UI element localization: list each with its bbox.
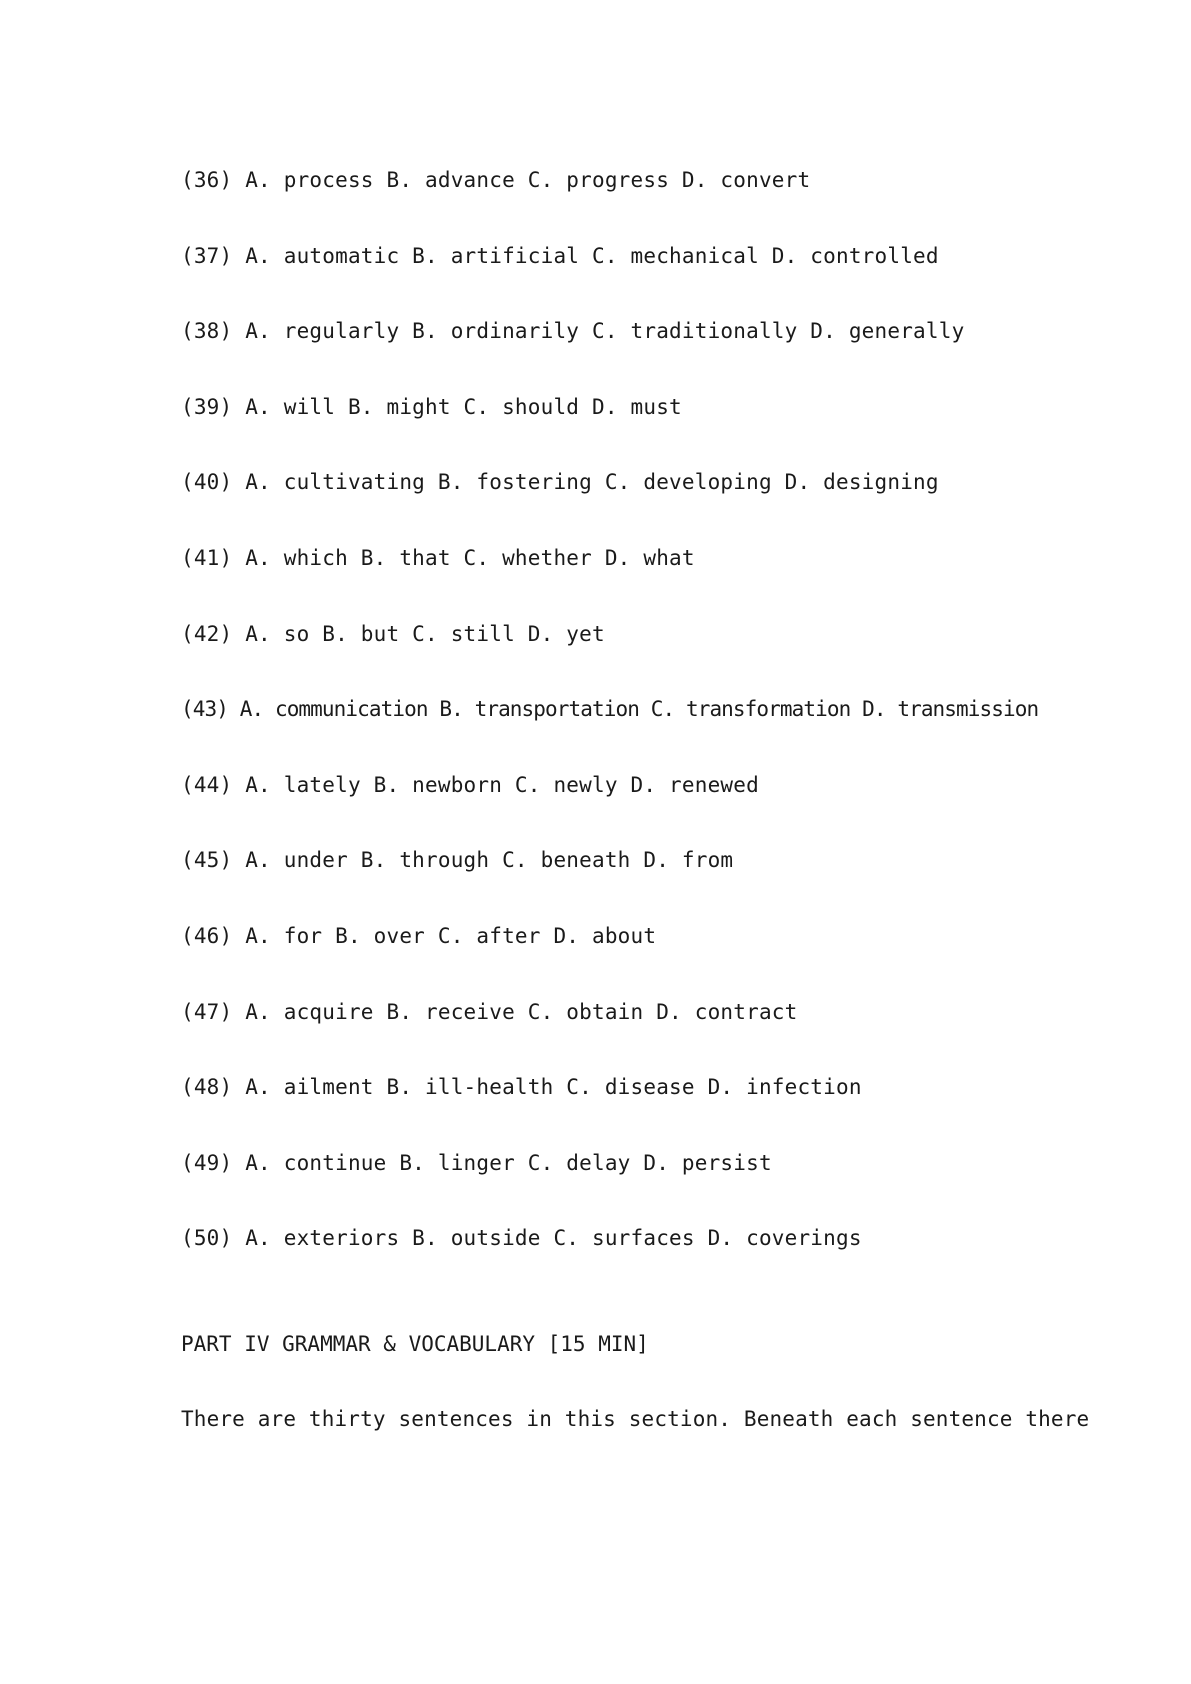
question-options-list (181, 163, 1038, 1297)
section-title: PART IV GRAMMAR & VOCABULARY [15 MIN] (181, 1332, 649, 1356)
question-48-options: (48) A. ailment B. ill-health C. disease D. infection (181, 1075, 862, 1100)
question-38-options: (38) A. regularly B. ordinarily C. traditionally D. generally (181, 319, 965, 344)
question-46-options: (46) A. for B. over C. after D. about (181, 923, 657, 948)
section-intro: There are thirty sentences in this section. Beneath each sentence there (181, 1407, 1090, 1431)
question-43-options: (43) A. communication B. transportation C. transformation D. transmission (181, 697, 1039, 722)
question-50-options: (50) A. exteriors B. outside C. surfaces D. coverings (181, 1226, 862, 1251)
question-37-options: (37) A. automatic B. artificial C. mechanical D. controlled (181, 243, 939, 268)
question-39-options: (39) A. will B. might C. should D. must (181, 394, 682, 419)
question-36-options: (36) A. process B. advance C. progress D. convert (181, 168, 811, 192)
question-49-options: (49) A. continue B. linger C. delay D. persist (181, 1150, 772, 1175)
question-40-options: (40) A. cultivating B. fostering C. developing D. designing (181, 470, 939, 495)
question-42-options: (42) A. so B. but C. still D. yet (181, 621, 605, 646)
question-47-options: (47) A. acquire B. receive C. obtain D. contract (181, 999, 798, 1024)
question-44-options: (44) A. lately B. newborn C. newly D. renewed (181, 772, 759, 797)
question-45-options: (45) A. under B. through C. beneath D. from (181, 848, 734, 873)
question-41-options: (41) A. which B. that C. whether D. what (181, 545, 695, 570)
